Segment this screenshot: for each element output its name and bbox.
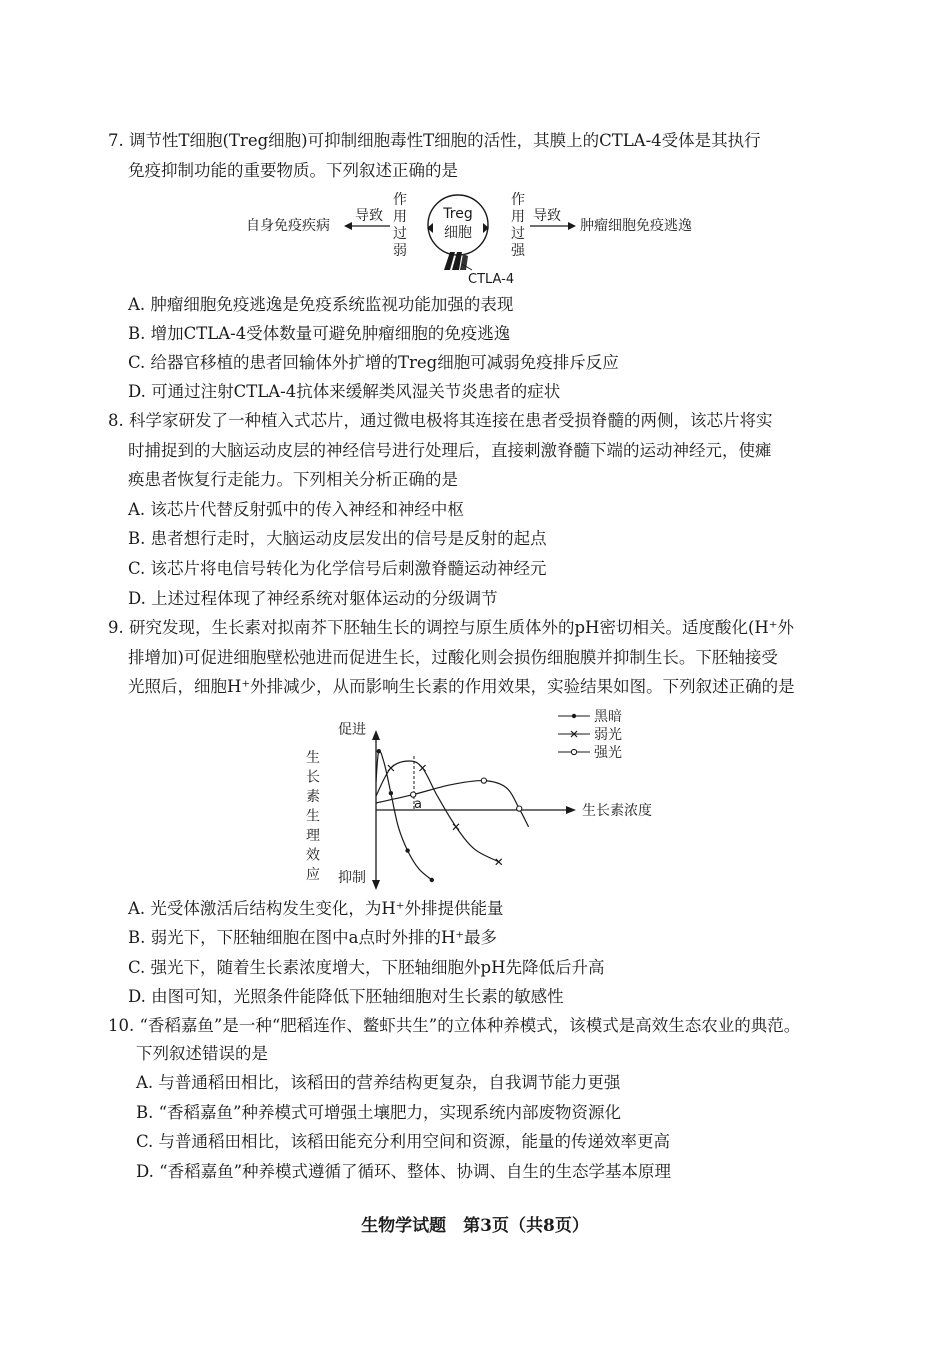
data-point [430,878,434,882]
y-axis-label-char: 理 [306,828,320,844]
legend-label: 弱光 [594,727,622,743]
q8-option-c: C. 该芯片将电信号转化为化学信号后刺激脊髓运动神经元 [128,559,547,578]
data-point [389,791,393,795]
q7-stem-line-2: 免疫抑制功能的重要物质。下列叙述正确的是 [128,161,458,180]
q10-stem-line-2: 下列叙述错误的是 [136,1044,268,1063]
q8-stem-line-2: 时捕捉到的大脑运动皮层的神经信号进行处理后，直接刺激脊髓下端的运动神经元，使瘫 [128,441,772,460]
data-point [405,848,409,852]
q10-option-d: D. “香稻嘉鱼”种养模式遵循了循环、整体、协调、自生的生态学基本原理 [136,1162,672,1181]
a-point-label: a [414,797,422,812]
series-layer [376,749,529,882]
q9-chart [290,700,680,892]
diagram-right-arrow-label: 导致 [533,208,561,224]
y-axis-label-char: 长 [306,769,320,786]
left-arrow-head [344,222,352,230]
left-vertical-char-3: 过 [393,226,407,242]
q9-option-a: A. 光受体激活后结构发生变化，为H⁺外排提供能量 [128,899,504,918]
y-axis-arrow-down [372,880,380,890]
right-vertical-char-2: 用 [511,209,525,225]
data-point [572,714,576,718]
y-axis-label-char: 素 [306,789,320,805]
diagram-center-top: Treg [443,206,473,222]
diagram-right-vertical [511,192,526,259]
q10-stem-line-1: 10. “香稻嘉鱼”是一种“肥稻连作、鳖虾共生”的立体种养模式，该模式是高效生态农业的典范。 [108,1016,801,1035]
diagram-left-result: 自身免疫疾病 [246,218,330,234]
series-dot [376,749,434,882]
right-vertical-char-3: 过 [511,226,525,242]
q9-option-c: C. 强光下，随着生长素浓度增大，下胚轴细胞外pH先降低后升高 [128,958,605,977]
legend [558,709,622,761]
data-point [377,749,381,753]
data-point [420,765,426,771]
data-point [496,859,502,865]
data-point [388,765,394,771]
y-axis-label [306,749,320,883]
q8-option-a: A. 该芯片代替反射弧中的传入神经和神经中枢 [128,500,464,519]
right-vertical-char-4: 强 [511,243,525,259]
y-axis-label-char: 应 [306,867,320,883]
data-point [453,824,459,830]
left-vertical-char-4: 弱 [393,243,407,259]
q7-diagram [240,190,720,286]
q8-stem-line-3: 痪患者恢复行走能力。下列相关分析正确的是 [128,470,458,489]
q8-option-b: B. 患者想行走时，大脑运动皮层发出的信号是反射的起点 [128,529,547,548]
y-axis-bottom-label: 抑制 [338,870,366,886]
page-footer: 生物学试题 第3页（共8页） [361,1216,589,1236]
q9-option-b: B. 弱光下，下胚轴细胞在图中a点时外排的H⁺最多 [128,928,498,947]
q9-stem-line-3: 光照后，细胞H⁺外排减少，从而影响生长素的作用效果，实验结果如图。下列叙述正确的是 [128,677,795,696]
data-point [571,749,576,754]
diagram-center-bottom: 细胞 [444,225,472,241]
y-axis-label-char: 生 [306,808,320,825]
q7-option-a: A. 肿瘤细胞免疫逃逸是免疫系统监视功能加强的表现 [128,295,514,314]
x-axis-label: 生长素浓度 [582,803,652,819]
diagram-receptor-label: CTLA-4 [468,272,515,286]
left-vertical-char-1: 作 [393,192,407,208]
right-arrow-head [568,222,576,230]
diagram-left-arrow-label: 导致 [355,208,383,224]
diagram-right-result: 肿瘤细胞免疫逃逸 [580,218,692,234]
y-axis-label-char: 效 [306,847,320,864]
series-line [376,781,529,827]
diagram-left-vertical [393,192,407,259]
y-axis-arrow-up [372,730,380,740]
legend-label: 强光 [594,745,622,761]
data-point [411,792,416,797]
q9-stem-line-2: 排增加)可促进细胞壁松弛进而促进生长，过酸化则会损伤细胞膜并抑制生长。下胚轴接受 [128,648,778,667]
q7-option-d: D. 可通过注射CTLA-4抗体来缓解类风湿关节炎患者的症状 [128,382,561,401]
q7-option-b: B. 增加CTLA-4受体数量可避免肿瘤细胞的免疫逃逸 [128,324,511,343]
y-axis-label-char: 生 [306,750,320,766]
data-point [481,778,486,783]
q10-option-b: B. “香稻嘉鱼”种养模式可增强土壤肥力，实现系统内部废物资源化 [136,1103,621,1122]
q10-option-c: C. 与普通稻田相比，该稻田能充分利用空间和资源，能量的传递效率更高 [136,1132,671,1151]
q8-option-d: D. 上述过程体现了神经系统对躯体运动的分级调节 [128,589,498,608]
q7-stem-line-1: 7. 调节性T细胞(Treg细胞)可抑制细胞毒性T细胞的活性，其膜上的CTLA-4受体是其执行 [108,131,761,150]
q9-option-d: D. 由图可知，光照条件能降低下胚轴细胞对生长素的敏感性 [128,987,564,1006]
q10-option-a: A. 与普通稻田相比，该稻田的营养结构更复杂，自我调节能力更强 [136,1073,621,1092]
legend-label: 黑暗 [594,709,622,725]
series-circle [376,778,529,827]
right-vertical-char-1: 作 [511,192,525,208]
data-point [517,806,522,811]
left-vertical-char-2: 用 [393,209,407,225]
x-axis-arrow [566,806,576,814]
y-axis-top-label: 促进 [338,722,366,738]
q7-option-c: C. 给器官移植的患者回输体外扩增的Treg细胞可减弱免疫排斥反应 [128,353,619,372]
q9-stem-line-1: 9. 研究发现，生长素对拟南芥下胚轴生长的调控与原生质体外的pH密切相关。适度酸化(H⁺外 [108,618,794,637]
q8-stem-line-1: 8. 科学家研发了一种植入式芯片，通过微电极将其连接在患者受损脊髓的两侧，该芯片将实 [108,411,773,430]
